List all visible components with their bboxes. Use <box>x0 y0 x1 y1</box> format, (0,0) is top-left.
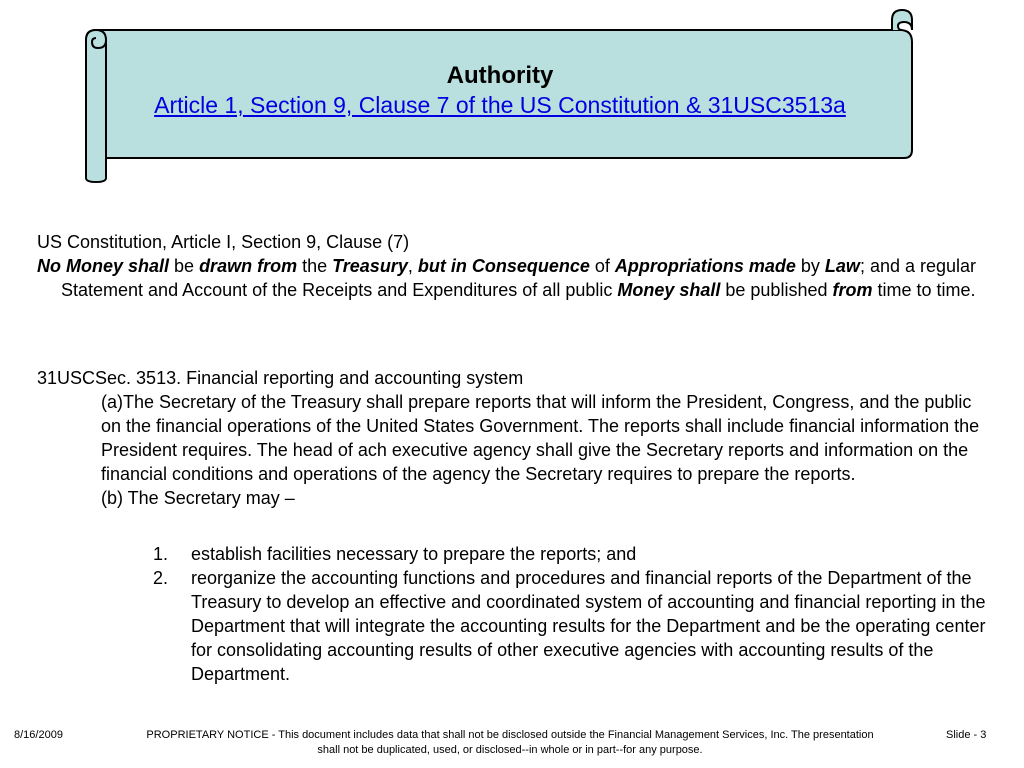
footer-slide-number: Slide - 3 <box>946 729 987 741</box>
list-item-text: establish facilities necessary to prepare the reports; and <box>191 544 637 564</box>
usc-heading: 31USCSec. 3513. Financial reporting and accounting system <box>37 368 524 388</box>
authority-link[interactable]: Article 1, Section 9, Clause 7 of the US Constitution & 31USC3513a <box>154 92 846 118</box>
scroll-right-curl <box>892 10 912 30</box>
clause-text: of <box>589 256 615 276</box>
emphasis-text: but in Consequence <box>417 256 590 276</box>
list-item-text: reorganize the accounting functions and procedures and financial reports of the Department of the Treasury to develop an effective and coordinated system of accounting and financial reporting in the Department that will integrate the accounting results for the Department and be the operating center for consolidating accounting results of other executive agencies with accounting results of the Department. <box>191 568 986 684</box>
emphasis-text: drawn from <box>199 256 298 276</box>
clause-text: by <box>795 256 825 276</box>
clause-text: time to time. <box>872 280 976 300</box>
banner-title: Authority <box>446 62 554 89</box>
usc-numbered-list <box>153 542 1001 686</box>
list-item-number: 1. <box>153 544 169 564</box>
clause-text: be published <box>720 280 833 300</box>
clause-text: be <box>169 256 200 276</box>
constitution-section <box>37 230 997 302</box>
list-item <box>153 566 1001 686</box>
emphasis-text: Appropriations made <box>614 256 796 276</box>
usc-para-a: (a)The Secretary of the Treasury shall prepare reports that will inform the President, Congress, and the public on the financial operations of the United States Government. The reports shall include financial information the President requires. The head of ach executive agency shall give the Secretary reports and information on the financial conditions and operations of the agency the Secretary requires to prepare the reports. <box>101 392 980 484</box>
emphasis-text: No Money shall <box>37 256 170 276</box>
emphasis-text: Law <box>824 256 860 276</box>
footer-proprietary-notice: PROPRIETARY NOTICE - This document includes data that shall not be disclosed outside the Financial Management Services, Inc. The presentation shall not be duplicated, used, or disclosed--in whole or in part--for any purpose. <box>146 729 874 756</box>
usc-section <box>37 366 997 510</box>
list-item-number: 2. <box>153 568 169 588</box>
emphasis-text: from <box>832 280 873 300</box>
emphasis-text: Money shall <box>617 280 721 300</box>
clause-text: the <box>297 256 333 276</box>
list-item <box>153 542 1001 566</box>
clause-text: ; and a regular Statement and Account of the Receipts and Expenditures of all public <box>61 256 977 300</box>
emphasis-text: Treasury <box>332 256 408 276</box>
clause-text: , <box>407 256 418 276</box>
usc-para-b: (b) The Secretary may – <box>101 488 295 508</box>
constitution-heading: US Constitution, Article I, Section 9, Clause (7) <box>37 232 410 252</box>
footer-date: 8/16/2009 <box>14 729 63 741</box>
constitution-clause-text <box>37 254 997 302</box>
